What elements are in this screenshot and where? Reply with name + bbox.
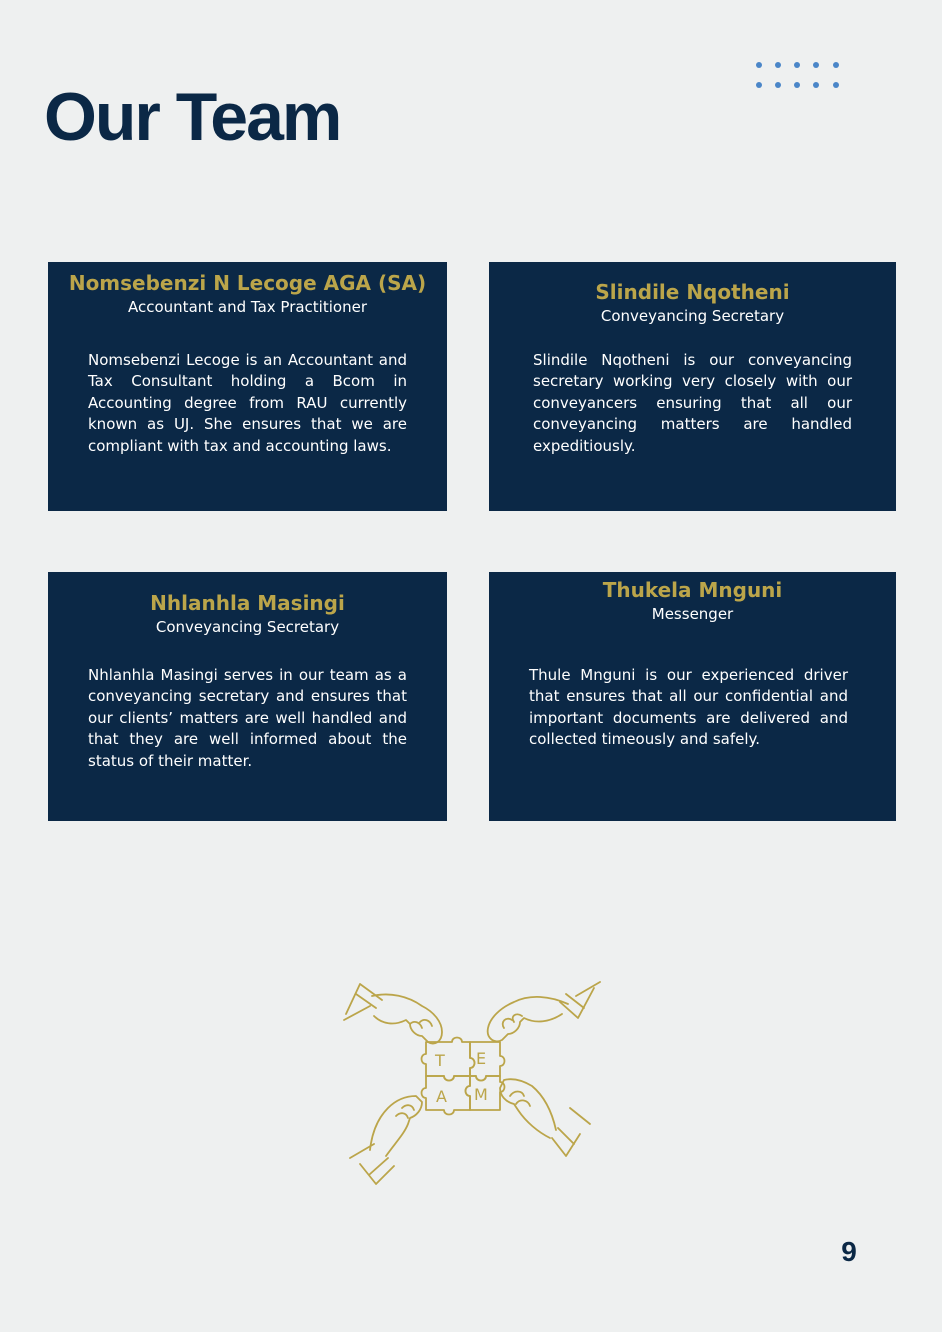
team-card-nomsebenzi [48, 262, 447, 511]
member-role: Messenger [651, 605, 734, 623]
puzzle-letter-a: A [436, 1087, 447, 1106]
page-number: 9 [841, 1236, 857, 1267]
member-name: Slindile Nqotheni [595, 280, 790, 304]
member-bio: Nomsebenzi Lecoge is an Accountant and Tax Consultant holding a Bcom in Accounting degree from RAU currently known as UJ. She ensures that we are compliant with tax and accounting laws. [88, 351, 407, 455]
team-card-slindile [489, 262, 896, 511]
team-card-nhlanhla [48, 572, 447, 821]
member-bio: Thule Mnguni is our experienced driver that ensures that all our confidential and important documents are delivered and collected timeously and safely. [529, 666, 848, 749]
member-name: Nhlanhla Masingi [150, 591, 345, 615]
decorative-dots-icon [754, 59, 844, 91]
member-role: Accountant and Tax Practitioner [128, 298, 367, 316]
member-name: Thukela Mnguni [602, 578, 783, 602]
page-title: Our Team [44, 79, 341, 155]
puzzle-letter-t: T [435, 1051, 445, 1070]
member-role: Conveyancing Secretary [600, 307, 785, 325]
member-bio: Slindile Nqotheni is our conveyancing secretary working very closely with our conveyancers ensuring that all our conveyancing matters are handled expeditiously. [533, 351, 852, 455]
team-puzzle-hands-icon [330, 962, 610, 1202]
team-card-thukela [489, 572, 896, 821]
member-role: Conveyancing Secretary [155, 618, 340, 636]
member-bio: Nhlanhla Masingi serves in our team as a conveyancing secretary and ensures that our clients’ matters are well handled and that they are well informed about the status of their matter. [88, 666, 407, 770]
puzzle-letter-e: E [476, 1049, 487, 1068]
puzzle-letter-m: M [474, 1085, 488, 1104]
member-name: Nomsebenzi N Lecoge AGA (SA) [68, 271, 427, 295]
